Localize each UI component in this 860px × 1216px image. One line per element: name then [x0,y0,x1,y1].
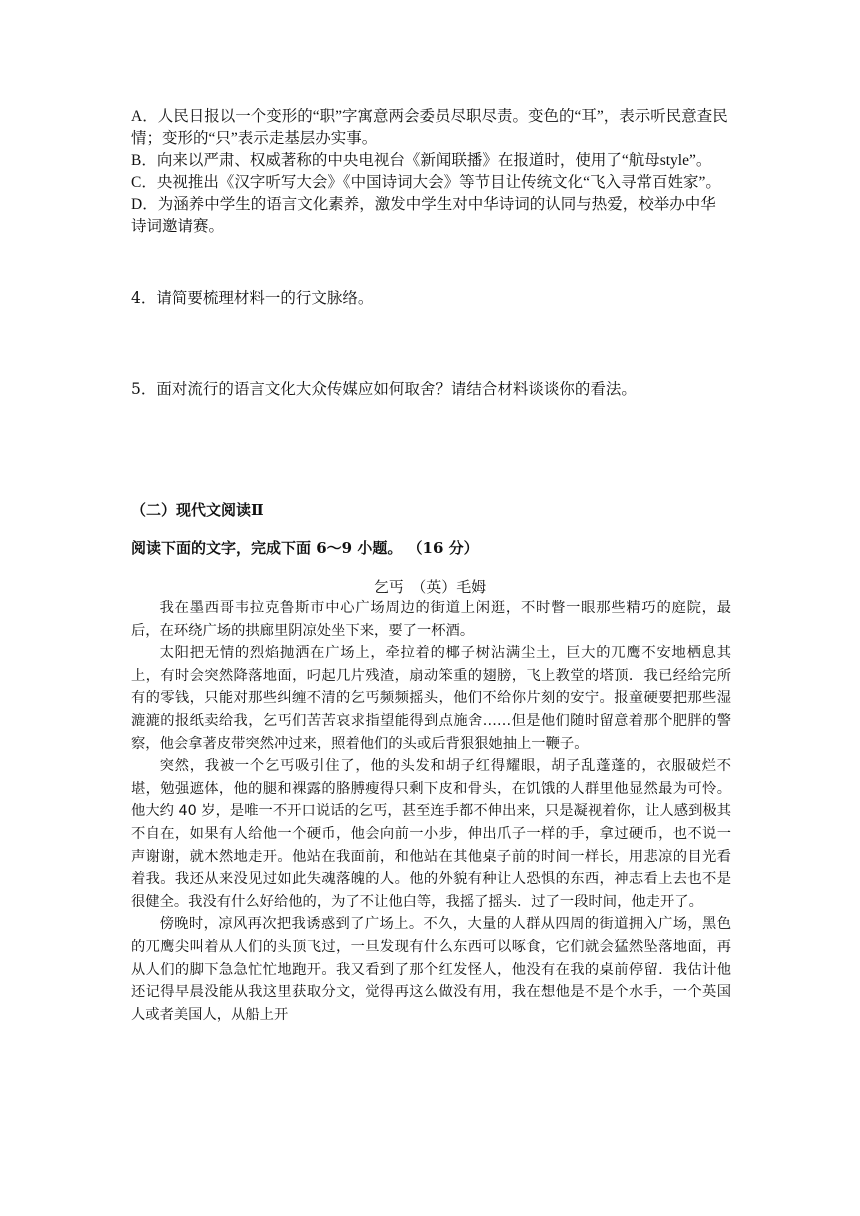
option-a: A．人民日报以一个变形的“职”字寓意两会委员尽职尽责。变色的“耳”，表示听民意查民情；变形的“只”表示走基层办实事。 [131,108,728,147]
article-title: 乞丐 （英）毛姆 [373,578,487,596]
answer-options [131,106,731,238]
article-paragraph-1: 我在墨西哥韦拉克鲁斯市中心广场周边的街道上闲逛，不时瞥一眼那些精巧的庭院，最后，在环绕广场的拱廊里阴凉处坐下来，要了一杯酒。 [131,600,731,639]
article-paragraph-2: 太阳把无情的烈焰抛洒在广场上，牵拉着的椰子树沾满尘土，巨大的兀鹰不安地栖息其上，有时会突然降落地面，叼起几片残渣，扇动笨重的翅膀，飞上教堂的塔顶．我已经给完所有的零钱，只能对那些纠缠不清的乞丐频频摇头，他们不给你片刻的安宁。报童硬要把那些湿漉漉的报纸卖给我，乞丐们苦苦哀求指望能得到点施舍……但是他们随时留意着那个肥胖的警察，他会拿著皮带突然冲过来，照着他们的头或后背狠狠她抽上一鞭子。 [131,645,731,752]
article-paragraph-4: 傍晚时，凉风再次把我诱惑到了广场上。不久，大量的人群从四周的街道拥入广场，黑色的兀鹰尖叫着从人们的头顶飞过，一旦发现有什么东西可以啄食，它们就会猛然坠落地面，再从人们的脚下急急忙忙地跑开。我又看到了那个红发怪人，他没有在我的桌前停留．我估计他还记得早晨没能从我这里获取分文，觉得再这么做没有用，我在想他是不是个水手，一个英国人或者美国人，从船上开 [131,916,731,1023]
option-b: B．向来以严肃、权威著称的中央电视台《新闻联播》在报道时，使用了“航母style”。 [131,152,712,169]
question-5: 5．面对流行的语言文化大众传媒应如何取舍？请结合材料谈谈你的看法。 [131,380,637,398]
article-body [131,597,731,1026]
section-title: （二）现代文阅读Ⅱ [131,501,264,519]
question-4: 4．请简要梳理材料一的行文脉络。 [131,289,374,307]
reading-instruction: 阅读下面的文字，完成下面 6～9 小题。 （16 分） [131,539,479,557]
article-paragraph-3: 突然，我被一个乞丐吸引住了，他的头发和胡子红得耀眼，胡子乱蓬蓬的，衣服破烂不堪，勉强遮体，他的腿和裸露的胳膊瘦得只剩下皮和骨头，在饥饿的人群里他显然最为可怜。他大约 40 岁，是唯一不开口说话的乞丐，甚至连手都不伸出来，只是凝视着你，让人感到极其不自在，如果有人给他一个硬币，他会向前一小步，伸出爪子一样的手，拿过硬币，也不说一声谢谢，就木然地走开。他站在我面前，和他站在其他桌子前的时间一样长，用悲凉的目光看着我。我还从来没见过如此失魂落魄的人。他的外貌有种让人恐惧的东西，神志看上去也不是很健全。我没有什么好给他的，为了不让他白等，我摇了摇头．过了一段时间，他走开了。 [131,758,731,910]
option-d: D．为涵养中学生的语言文化素养，激发中学生对中华诗词的认同与热爱，校举办中华诗词邀请赛。 [131,196,716,235]
option-c: C．央视推出《汉字听写大会》《中国诗词大会》等节目让传统文化“飞入寻常百姓家”。 [131,174,721,191]
